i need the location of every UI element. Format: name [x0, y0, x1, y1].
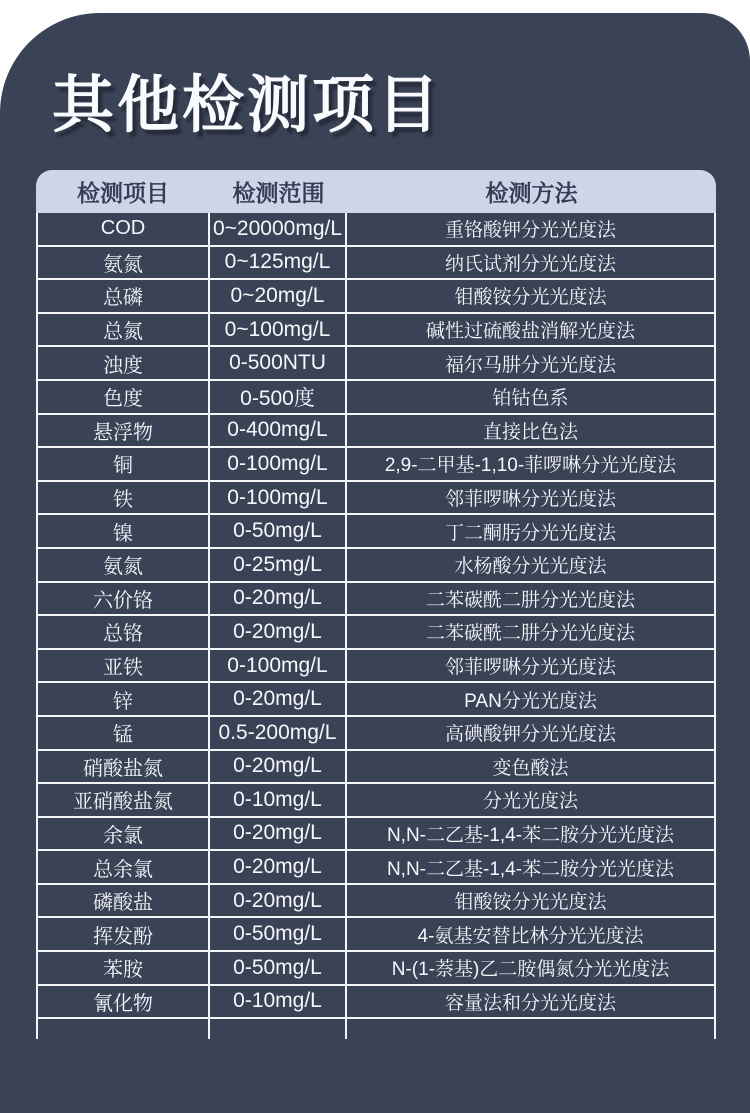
range-cell: 0-50mg/L [210, 952, 347, 984]
table-row [38, 347, 714, 381]
item-cell: 磷酸盐 [38, 885, 210, 917]
content-card [0, 13, 750, 1113]
table-row [38, 650, 714, 684]
range-cell: 0~20000mg/L [210, 213, 347, 245]
method-cell: 福尔马肼分光光度法 [444, 354, 616, 376]
range-cell: 0-20mg/L [210, 751, 347, 783]
table-row [38, 448, 714, 482]
item-cell: 苯胺 [38, 952, 210, 984]
range-cell: 0~125mg/L [210, 247, 347, 279]
item-cell: 挥发酚 [38, 918, 210, 950]
item-cell: 锌 [38, 683, 210, 715]
table-body [36, 213, 716, 1039]
table-row [38, 986, 714, 1020]
table-row [38, 549, 714, 583]
method-cell: N,N-二乙基-1,4-苯二胺分光光度法 [386, 858, 675, 880]
table-row [38, 415, 714, 449]
table-row [38, 616, 714, 650]
method-cell: 分光光度法 [482, 791, 578, 813]
item-cell: COD [38, 213, 210, 245]
range-cell: 0~100mg/L [210, 314, 347, 346]
item-cell: 镍 [38, 515, 210, 547]
method-cell: 纳氏试剂分光光度法 [444, 253, 616, 275]
item-cell: 余氯 [38, 818, 210, 850]
table-row [38, 918, 714, 952]
method-cell: 邻菲啰啉分光光度法 [444, 489, 616, 511]
method-cell: 二苯碳酰二肼分光光度法 [425, 589, 635, 611]
table-row [38, 717, 714, 751]
table-row [38, 851, 714, 885]
table-row [38, 247, 714, 281]
range-cell: 0-50mg/L [210, 515, 347, 547]
method-cell: 4-氨基安替比林分光光度法 [417, 925, 644, 947]
table-row [38, 213, 714, 247]
method-cell: 直接比色法 [482, 421, 578, 443]
item-cell: 锰 [38, 717, 210, 749]
range-cell: 0-500度 [210, 381, 347, 413]
range-cell: 0-20mg/L [210, 583, 347, 615]
method-cell: N-(1-萘基)乙二胺偶氮分光光度法 [391, 959, 670, 981]
item-cell: 总铬 [38, 616, 210, 648]
range-cell: 0-10mg/L [210, 986, 347, 1018]
method-cell: 水杨酸分光光度法 [454, 556, 607, 578]
item-cell: 铜 [38, 448, 210, 480]
range-cell: 0-50mg/L [210, 918, 347, 950]
item-cell: 总氮 [38, 314, 210, 346]
table-row [38, 314, 714, 348]
method-cell: 容量法和分光光度法 [444, 992, 616, 1014]
item-cell: 硝酸盐氮 [38, 751, 210, 783]
item-cell: 悬浮物 [38, 415, 210, 447]
range-cell: 0-500NTU [210, 347, 347, 379]
range-cell: 0.5-200mg/L [210, 717, 347, 749]
method-cell: 钼酸铵分光光度法 [454, 287, 607, 309]
table-row [38, 280, 714, 314]
item-cell: 亚铁 [38, 650, 210, 682]
column-header-item: 检测项目 [77, 180, 169, 206]
table-row [38, 683, 714, 717]
item-cell: 亚硝酸盐氮 [38, 784, 210, 816]
method-cell: 钼酸铵分光光度法 [454, 892, 607, 914]
range-cell: 0-100mg/L [210, 482, 347, 514]
item-cell: 总余氯 [38, 851, 210, 883]
table-row [38, 583, 714, 617]
item-cell: 色度 [38, 381, 210, 413]
method-cell: 重铬酸钾分光光度法 [444, 220, 616, 242]
table-row-partial [38, 1019, 714, 1039]
method-cell: 变色酸法 [492, 757, 569, 779]
method-cell: 碱性过硫酸盐消解光度法 [425, 321, 635, 343]
column-header-method: 检测方法 [485, 180, 578, 206]
table-row [38, 515, 714, 549]
item-cell: 铁 [38, 482, 210, 514]
table-row [38, 952, 714, 986]
range-cell: 0-20mg/L [210, 616, 347, 648]
range-cell: 0-20mg/L [210, 885, 347, 917]
method-cell: 邻菲啰啉分光光度法 [444, 657, 616, 679]
table-row [38, 751, 714, 785]
item-cell: 氰化物 [38, 986, 210, 1018]
range-cell: 0-25mg/L [210, 549, 347, 581]
table-row [38, 381, 714, 415]
method-cell: 丁二酮肟分光光度法 [444, 522, 616, 544]
range-cell: 0-20mg/L [210, 683, 347, 715]
table-header-row [36, 170, 716, 213]
range-cell: 0-10mg/L [210, 784, 347, 816]
method-cell: 二苯碳酰二肼分光光度法 [425, 623, 635, 645]
range-cell: 0-100mg/L [210, 650, 347, 682]
method-cell [347, 1019, 714, 1039]
page-title: 其他检测项目 [52, 71, 443, 140]
range-cell: 0~20mg/L [210, 280, 347, 312]
method-cell: 高碘酸钾分光光度法 [444, 724, 616, 746]
table-row [38, 784, 714, 818]
item-cell: 总磷 [38, 280, 210, 312]
range-cell [210, 1019, 347, 1039]
method-cell: 2,9-二甲基-1,10-菲啰啉分光光度法 [384, 455, 677, 477]
table-row [38, 885, 714, 919]
range-cell: 0-400mg/L [210, 415, 347, 447]
item-cell: 氨氮 [38, 247, 210, 279]
item-cell [38, 1019, 210, 1039]
range-cell: 0-100mg/L [210, 448, 347, 480]
table-row [38, 482, 714, 516]
table-row [38, 818, 714, 852]
method-cell: 铂钴色系 [492, 388, 569, 410]
method-cell: N,N-二乙基-1,4-苯二胺分光光度法 [386, 824, 675, 846]
method-cell: PAN分光光度法 [464, 690, 597, 712]
detection-table [36, 170, 716, 1039]
item-cell: 六价铬 [38, 583, 210, 615]
range-cell: 0-20mg/L [210, 851, 347, 883]
range-cell: 0-20mg/L [210, 818, 347, 850]
column-header-range: 检测范围 [232, 180, 325, 206]
item-cell: 浊度 [38, 347, 210, 379]
item-cell: 氨氮 [38, 549, 210, 581]
